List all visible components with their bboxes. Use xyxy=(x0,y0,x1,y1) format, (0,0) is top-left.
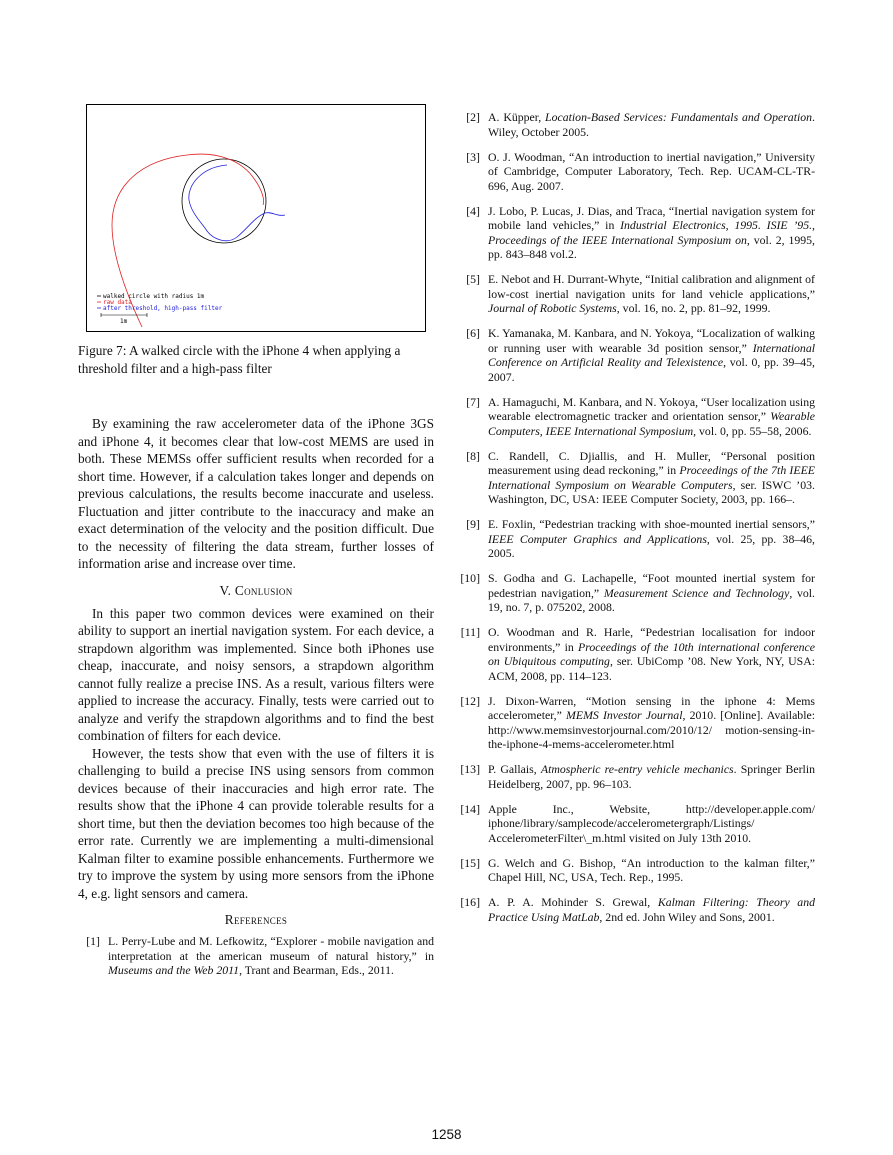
reference-item xyxy=(78,934,434,978)
references-heading xyxy=(78,912,434,928)
reference-item xyxy=(458,802,815,846)
reference-text: P. Gallais, Atmospheric re-entry vehicle mechanics. Springer Berlin Heidelberg, 2007, pp. 96–103. xyxy=(488,762,815,791)
reference-text: A. P. A. Mohinder S. Grewal, Kalman Filtering: Theory and Practice Using MatLab, 2nd ed. John Wiley and Sons, 2001. xyxy=(488,895,815,924)
reference-item xyxy=(458,395,815,439)
reference-number: [7] xyxy=(466,394,480,409)
reference-text: O. J. Woodman, “An introduction to inertial navigation,” University of Cambridge, Computer Laboratory, Tech. Rep. UCAM-CL-TR-696, Aug. 2007. xyxy=(488,149,815,193)
reference-number: [8] xyxy=(466,448,480,463)
figure-7-plot xyxy=(86,104,426,332)
reference-number: [4] xyxy=(466,203,480,218)
reference-number: [15] xyxy=(460,855,480,870)
conclusion-paragraph-2: However, the tests show that even with the use of filters it is challenging to build a precise INS using sensors from common devices because of their inaccuracies and high error rate. The results show that the iPhone 4 can provide tolerable results for a short time, but then the deviation becomes too high because of the error rate. Currently we are implementing a multi-dimensional Kalman filter to examine possible enhancements. Furthermore we try to improve the system by using more sensors from the iPhone 4, e.g. light sensors and camera. xyxy=(78,745,434,901)
conclusion-heading xyxy=(78,583,434,599)
right-column xyxy=(458,110,815,935)
reference-item xyxy=(458,517,815,561)
legend-item-raw: raw data xyxy=(103,299,132,306)
reference-text: A. Hamaguchi, M. Kanbara, and N. Yokoya, “User localization using wearable electromagnetic tracker and orientation sensor,” Wearable Computers, IEEE International Symposium, vol. 0, pp. 55–58, 2006. xyxy=(488,394,815,438)
reference-text: L. Perry-Lube and M. Lefkowitz, “Explorer - mobile navigation and interpretation at the american museum of natural history,” in Museums and the Web 2011, Trant and Bearman, Eds., 2011. xyxy=(108,934,434,977)
reference-item xyxy=(458,272,815,316)
reference-number: [5] xyxy=(466,272,480,286)
reference-text: G. Welch and G. Bishop, “An introduction to the kalman filter,” Chapel Hill, NC, USA, Tech. Rep., 1995. xyxy=(488,855,815,884)
legend-item-circle: walked circle with radius 1m xyxy=(103,293,205,300)
conclusion-heading-text: Conlusion xyxy=(234,582,293,598)
reference-item xyxy=(458,449,815,507)
reference-item xyxy=(458,856,815,885)
reference-text: A. Küpper, Location-Based Services: Fundamentals and Operation. Wiley, October 2005. xyxy=(488,110,815,139)
body-paragraph: By examining the raw accelerometer data of the iPhone 3GS and iPhone 4, it becomes clear that low-cost MEMS are used in both. These MEMSs offer sufficient results when recorded for a short time. However, if a calculation takes longer and depends on previous calculations, the results become inaccurate and useless. Fluctuation and jitter contribute to the inaccuracy and make an exact determination of the velocity and the position difficult. Due to the necessity of filtering the data stream, further losses of information arise and increase over time. xyxy=(78,416,434,571)
reference-number: [12] xyxy=(460,693,480,708)
reference-number: [3] xyxy=(466,149,480,164)
reference-item xyxy=(458,895,815,924)
trajectory-plot xyxy=(87,105,425,331)
reference-text: K. Yamanaka, M. Kanbara, and N. Yokoya, “Localization of walking or running user with wearable 3d position sensor,” International Conference on Artificial Reality and Telexistence, vol. 0, pp. 39–45, 2007. xyxy=(488,326,815,384)
legend xyxy=(97,293,223,325)
legend-item-filtered: after threshold, high-pass filter xyxy=(103,305,223,312)
reference-number: [9] xyxy=(466,517,480,531)
page-number: 1258 xyxy=(431,1127,462,1142)
reference-item xyxy=(458,694,815,752)
reference-text: C. Randell, C. Djiallis, and H. Muller, “Personal position measurement using dead reckoning,” in Proceedings of the 7th IEEE International Symposium on Wearable Computers, ser. ISWC ’03. Washington, DC, USA: IEEE Computer Society, 2003, pp. 166–. xyxy=(488,448,815,506)
conclusion-heading-num: V. xyxy=(219,582,232,598)
references-heading-text: References xyxy=(224,912,288,927)
reference-text: J. Lobo, P. Lucas, J. Dias, and Traca, “Inertial navigation system for mobile land vehicles,” in Industrial Electronics, 1995. ISIE ’95., Proceedings of the IEEE International Symposium on, vol. 2, 1995, pp. 843–848 vol.2. xyxy=(488,203,815,261)
reference-number: [6] xyxy=(466,326,480,340)
reference-number: [1] xyxy=(86,934,100,948)
reference-text: E. Nebot and H. Durrant-Whyte, “Initial calibration and alignment of low-cost inertial navigation units for land vehicle applications,” Journal of Robotic Systems, vol. 16, no. 2, pp. 81–92, 1999. xyxy=(488,272,815,315)
reference-item xyxy=(458,326,815,384)
reference-item xyxy=(458,762,815,791)
scale-label: 1m xyxy=(120,318,128,325)
walked-circle xyxy=(182,159,266,243)
reference-number: [16] xyxy=(460,895,480,909)
reference-text: O. Woodman and R. Harle, “Pedestrian localisation for indoor environments,” in Proceedings of the 10th international conference on Ubiquitous computing, ser. UbiComp ’08. New York, NY, USA: ACM, 2008, pp. 114–123. xyxy=(488,625,815,683)
reference-text: E. Foxlin, “Pedestrian tracking with shoe-mounted inertial sensors,” IEEE Computer Graphics and Applications, vol. 25, pp. 38–46, 2005. xyxy=(488,517,815,560)
reference-item xyxy=(458,204,815,262)
reference-number: [11] xyxy=(460,625,480,639)
left-column xyxy=(78,100,434,988)
reference-item xyxy=(458,625,815,683)
reference-number: [14] xyxy=(460,801,480,816)
reference-number: [2] xyxy=(466,110,480,124)
reference-text: Apple Inc., Website, http://developer.apple.com/ iphone/library/samplecode/accelerometergraph/Listings/ AccelerometerFilter\_m.html visited on July 13th 2010. xyxy=(488,801,815,845)
reference-item xyxy=(458,571,815,615)
figure-caption: Figure 7: A walked circle with the iPhone 4 when applying a threshold filter and a high-pass filter xyxy=(78,343,401,376)
conclusion-paragraph-1: In this paper two common devices were examined on their ability to support an inertial navigation system. For each device, a strapdown algorithm was implemented. Since both iPhones use cheap, inaccurate, and noisy sensors, a strapdown algorithm cannot fully realize a precise INS. As a result, various filters were applied to increase the accuracy. Finally, tests were carried out to analyze and verify the strapdown algorithms and to find the best combination of filters for each device. xyxy=(78,605,434,743)
reference-text: S. Godha and G. Lachapelle, “Foot mounted inertial system for pedestrian navigation,” Measurement Science and Technology, vol. 19, no. 7, p. 075202, 2008. xyxy=(488,571,815,614)
reference-number: [10] xyxy=(460,571,480,585)
filtered-data-path xyxy=(189,165,285,241)
reference-item xyxy=(458,150,815,194)
reference-number: [13] xyxy=(460,762,480,776)
reference-text: J. Dixon-Warren, “Motion sensing in the iphone 4: Mems accelerometer,” MEMS Investor Journal, 2010. [Online]. Available: http://www.memsinvestorjournal.com/2010/12/ motion-sensing-in-the-iphone-4-mems-accelerometer.html xyxy=(488,693,815,751)
reference-item xyxy=(458,110,815,139)
